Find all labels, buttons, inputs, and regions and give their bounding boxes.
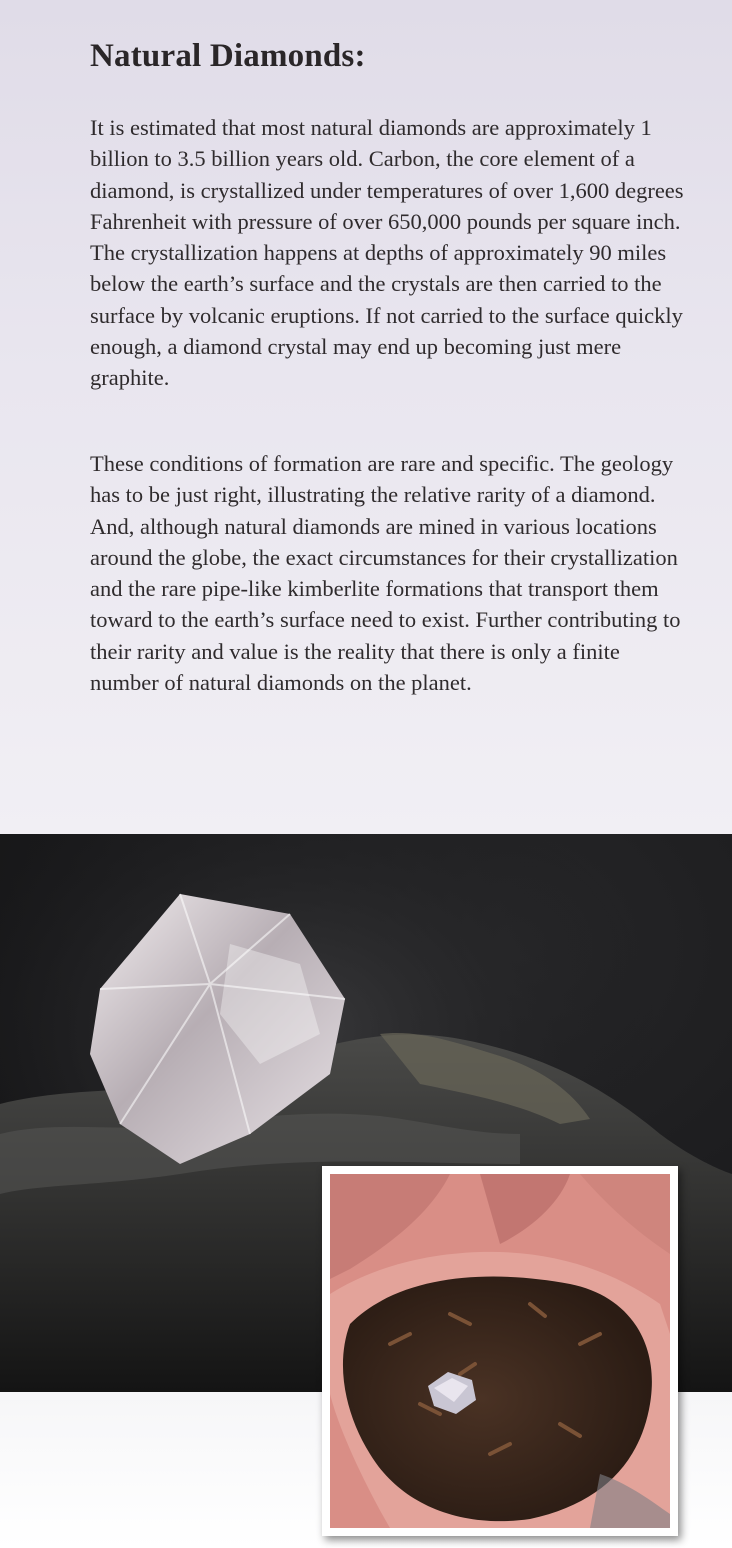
diamond-in-soil-illustration [330, 1174, 670, 1528]
paragraph-rarity: These conditions of formation are rare and specific. The geology has to be just right, illustrating the relative rarity of a diamond. And, although natural diamonds are mined in various locations around the globe, the exact circumstances for their crystallization and the rare pipe-like kimberlite formations that transport them toward to the earth’s surface need to exist. Further contributing to their rarity and value is the reality that there is only a finite number of natural diamonds on the planet. [90, 451, 681, 696]
inset-photo-frame [322, 1166, 678, 1536]
diamond-in-soil-photo [330, 1174, 670, 1528]
section-title: Natural Diamonds: [90, 38, 366, 74]
paragraph-formation: It is estimated that most natural diamonds are approximately 1 billion to 3.5 billion years old. Carbon, the core element of a diamond, is crystallized under temperatures of over 1,600 degrees Fahrenheit with pressure of over 650,000 pounds per square inch. The crystallization happens at depths of approximately 90 miles below the earth’s surface and the crystals are then carried to the surface by volcanic eruptions. If not carried to the surface quickly enough, a diamond crystal may end up becoming just mere graphite. [90, 115, 684, 391]
